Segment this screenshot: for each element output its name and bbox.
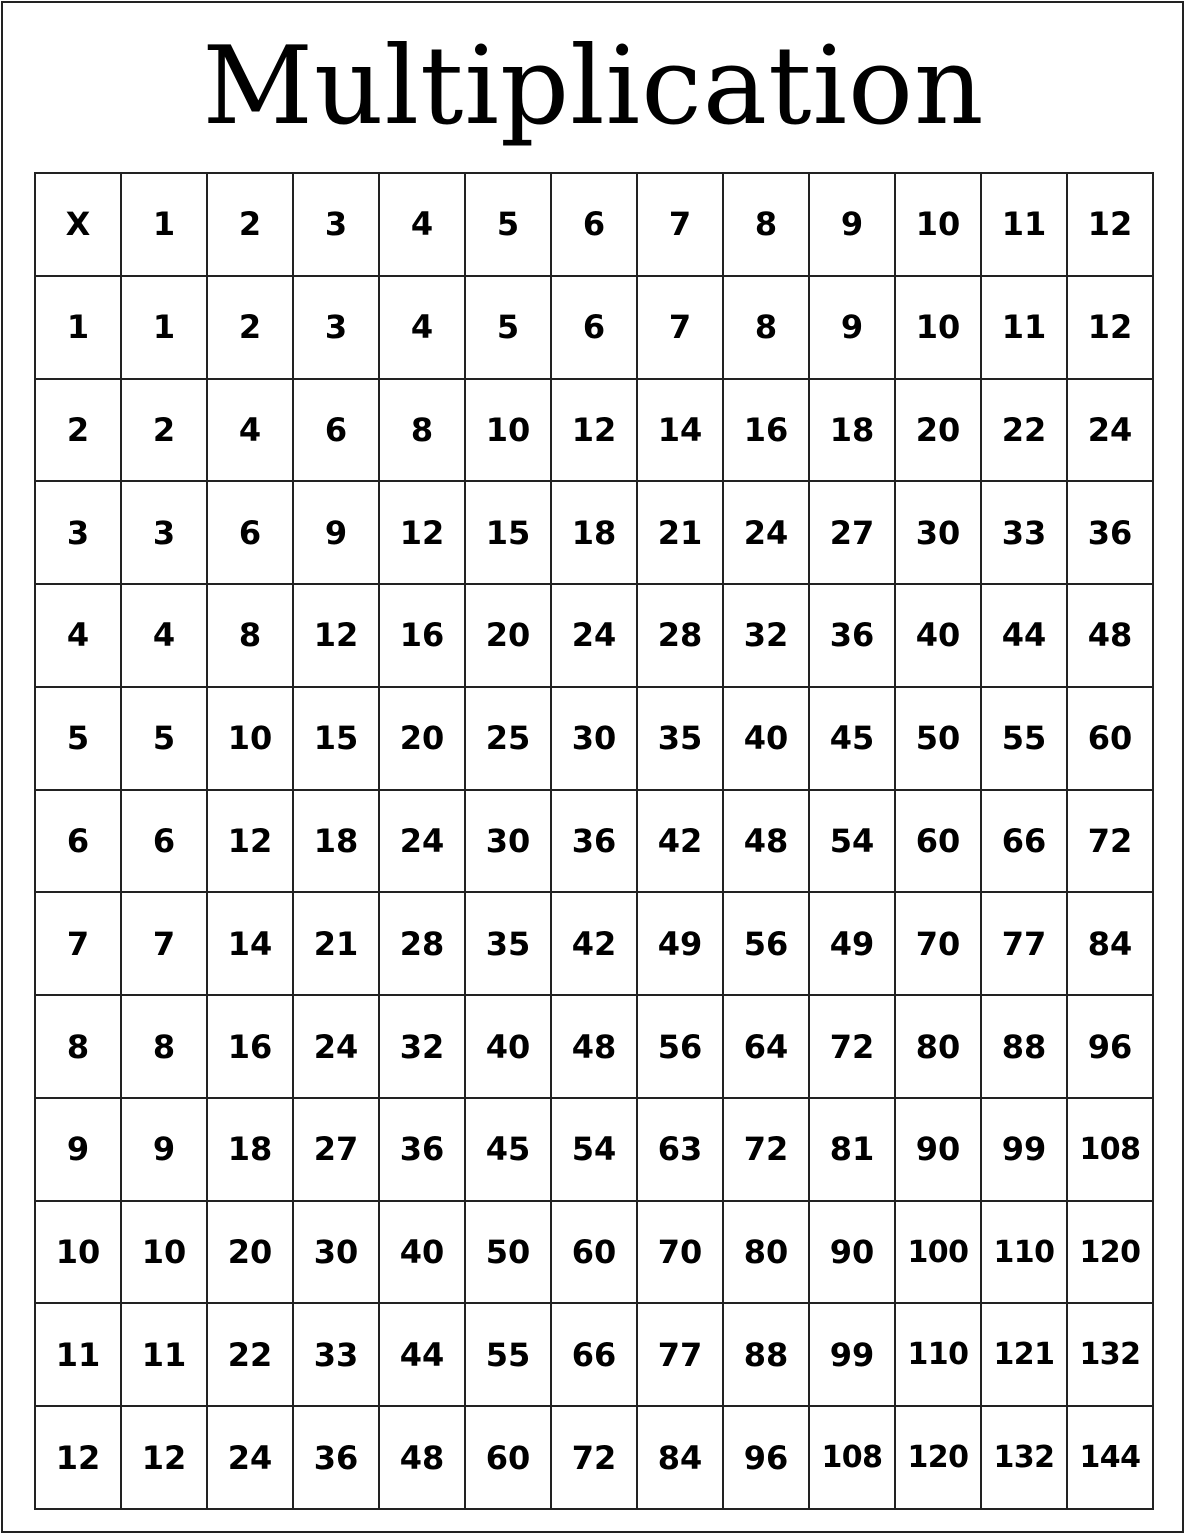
table-row	[35, 584, 1153, 687]
product-cell: 7	[637, 276, 723, 379]
product-cell: 32	[723, 584, 809, 687]
product-cell: 20	[379, 687, 465, 790]
product-cell: 48	[1067, 584, 1153, 687]
column-header-cell: 9	[809, 173, 895, 276]
product-cell: 24	[379, 790, 465, 893]
product-cell: 144	[1067, 1406, 1153, 1509]
product-cell: 132	[1067, 1303, 1153, 1406]
row-header-cell: 7	[35, 892, 121, 995]
product-cell: 110	[895, 1303, 981, 1406]
product-cell: 40	[465, 995, 551, 1098]
product-cell: 96	[1067, 995, 1153, 1098]
row-header-cell: 10	[35, 1201, 121, 1304]
corner-cell: X	[35, 173, 121, 276]
product-cell: 60	[465, 1406, 551, 1509]
row-header-cell: 4	[35, 584, 121, 687]
product-cell: 25	[465, 687, 551, 790]
product-cell: 21	[637, 481, 723, 584]
product-cell: 20	[207, 1201, 293, 1304]
product-cell: 70	[895, 892, 981, 995]
product-cell: 90	[895, 1098, 981, 1201]
product-cell: 28	[379, 892, 465, 995]
product-cell: 80	[723, 1201, 809, 1304]
column-header-cell: 1	[121, 173, 207, 276]
table-row	[35, 995, 1153, 1098]
product-cell: 63	[637, 1098, 723, 1201]
column-header-cell: 5	[465, 173, 551, 276]
product-cell: 77	[981, 892, 1067, 995]
column-header-cell: 4	[379, 173, 465, 276]
product-cell: 20	[465, 584, 551, 687]
product-cell: 49	[637, 892, 723, 995]
product-cell: 5	[121, 687, 207, 790]
product-cell: 72	[1067, 790, 1153, 893]
product-cell: 12	[293, 584, 379, 687]
product-cell: 72	[723, 1098, 809, 1201]
product-cell: 35	[465, 892, 551, 995]
product-cell: 30	[551, 687, 637, 790]
product-cell: 36	[379, 1098, 465, 1201]
table-row	[35, 1303, 1153, 1406]
product-cell: 108	[809, 1406, 895, 1509]
product-cell: 60	[551, 1201, 637, 1304]
product-cell: 30	[895, 481, 981, 584]
product-cell: 45	[809, 687, 895, 790]
product-cell: 14	[637, 379, 723, 482]
product-cell: 24	[293, 995, 379, 1098]
product-cell: 32	[379, 995, 465, 1098]
product-cell: 121	[981, 1303, 1067, 1406]
product-cell: 72	[551, 1406, 637, 1509]
product-cell: 16	[379, 584, 465, 687]
table-row	[35, 1098, 1153, 1201]
product-cell: 55	[981, 687, 1067, 790]
product-cell: 132	[981, 1406, 1067, 1509]
table-row	[35, 379, 1153, 482]
row-header-cell: 12	[35, 1406, 121, 1509]
page-title: Multiplication	[202, 24, 985, 149]
product-cell: 12	[121, 1406, 207, 1509]
product-cell: 22	[981, 379, 1067, 482]
product-cell: 40	[379, 1201, 465, 1304]
row-header-cell: 6	[35, 790, 121, 893]
product-cell: 28	[637, 584, 723, 687]
product-cell: 88	[723, 1303, 809, 1406]
product-cell: 5	[465, 276, 551, 379]
product-cell: 9	[809, 276, 895, 379]
product-cell: 45	[465, 1098, 551, 1201]
product-cell: 2	[121, 379, 207, 482]
table-row	[35, 276, 1153, 379]
product-cell: 8	[207, 584, 293, 687]
product-cell: 3	[293, 276, 379, 379]
product-cell: 80	[895, 995, 981, 1098]
product-cell: 84	[637, 1406, 723, 1509]
product-cell: 15	[465, 481, 551, 584]
product-cell: 56	[723, 892, 809, 995]
multiplication-table	[34, 172, 1154, 1510]
product-cell: 48	[551, 995, 637, 1098]
table-row	[35, 1406, 1153, 1509]
product-cell: 50	[895, 687, 981, 790]
product-cell: 1	[121, 276, 207, 379]
product-cell: 18	[207, 1098, 293, 1201]
product-cell: 10	[121, 1201, 207, 1304]
product-cell: 35	[637, 687, 723, 790]
product-cell: 24	[1067, 379, 1153, 482]
row-header-cell: 3	[35, 481, 121, 584]
product-cell: 56	[637, 995, 723, 1098]
column-header-cell: 12	[1067, 173, 1153, 276]
product-cell: 10	[465, 379, 551, 482]
product-cell: 108	[1067, 1098, 1153, 1201]
product-cell: 24	[207, 1406, 293, 1509]
table-row	[35, 790, 1153, 893]
product-cell: 16	[207, 995, 293, 1098]
row-header-cell: 5	[35, 687, 121, 790]
product-cell: 11	[121, 1303, 207, 1406]
product-cell: 9	[121, 1098, 207, 1201]
product-cell: 33	[293, 1303, 379, 1406]
product-cell: 77	[637, 1303, 723, 1406]
column-header-cell: 7	[637, 173, 723, 276]
product-cell: 110	[981, 1201, 1067, 1304]
product-cell: 99	[809, 1303, 895, 1406]
product-cell: 22	[207, 1303, 293, 1406]
product-cell: 11	[981, 276, 1067, 379]
product-cell: 42	[637, 790, 723, 893]
product-cell: 49	[809, 892, 895, 995]
product-cell: 12	[551, 379, 637, 482]
column-header-cell: 6	[551, 173, 637, 276]
product-cell: 120	[895, 1406, 981, 1509]
product-cell: 100	[895, 1201, 981, 1304]
column-header-cell: 8	[723, 173, 809, 276]
row-header-cell: 9	[35, 1098, 121, 1201]
product-cell: 44	[379, 1303, 465, 1406]
product-cell: 36	[809, 584, 895, 687]
product-cell: 7	[121, 892, 207, 995]
row-header-cell: 8	[35, 995, 121, 1098]
product-cell: 64	[723, 995, 809, 1098]
product-cell: 18	[293, 790, 379, 893]
product-cell: 6	[551, 276, 637, 379]
column-header-cell: 2	[207, 173, 293, 276]
product-cell: 4	[379, 276, 465, 379]
product-cell: 90	[809, 1201, 895, 1304]
product-cell: 81	[809, 1098, 895, 1201]
product-cell: 6	[293, 379, 379, 482]
product-cell: 33	[981, 481, 1067, 584]
product-cell: 8	[723, 276, 809, 379]
product-cell: 2	[207, 276, 293, 379]
product-cell: 54	[551, 1098, 637, 1201]
product-cell: 72	[809, 995, 895, 1098]
table-row	[35, 1201, 1153, 1304]
product-cell: 84	[1067, 892, 1153, 995]
column-header-cell: 11	[981, 173, 1067, 276]
product-cell: 20	[895, 379, 981, 482]
product-cell: 48	[723, 790, 809, 893]
product-cell: 50	[465, 1201, 551, 1304]
product-cell: 30	[465, 790, 551, 893]
product-cell: 6	[121, 790, 207, 893]
product-cell: 8	[379, 379, 465, 482]
product-cell: 10	[207, 687, 293, 790]
product-cell: 6	[207, 481, 293, 584]
product-cell: 27	[293, 1098, 379, 1201]
product-cell: 42	[551, 892, 637, 995]
product-cell: 70	[637, 1201, 723, 1304]
product-cell: 60	[1067, 687, 1153, 790]
product-cell: 16	[723, 379, 809, 482]
product-cell: 15	[293, 687, 379, 790]
column-header-cell: 10	[895, 173, 981, 276]
table-row	[35, 687, 1153, 790]
product-cell: 12	[1067, 276, 1153, 379]
product-cell: 60	[895, 790, 981, 893]
product-cell: 27	[809, 481, 895, 584]
product-cell: 66	[981, 790, 1067, 893]
table-row	[35, 892, 1153, 995]
product-cell: 40	[895, 584, 981, 687]
product-cell: 4	[207, 379, 293, 482]
product-cell: 4	[121, 584, 207, 687]
product-cell: 36	[551, 790, 637, 893]
product-cell: 88	[981, 995, 1067, 1098]
product-cell: 96	[723, 1406, 809, 1509]
product-cell: 8	[121, 995, 207, 1098]
product-cell: 99	[981, 1098, 1067, 1201]
product-cell: 24	[551, 584, 637, 687]
row-header-cell: 1	[35, 276, 121, 379]
product-cell: 48	[379, 1406, 465, 1509]
product-cell: 10	[895, 276, 981, 379]
product-cell: 40	[723, 687, 809, 790]
row-header-cell: 2	[35, 379, 121, 482]
product-cell: 55	[465, 1303, 551, 1406]
product-cell: 12	[379, 481, 465, 584]
product-cell: 30	[293, 1201, 379, 1304]
product-cell: 44	[981, 584, 1067, 687]
product-cell: 18	[809, 379, 895, 482]
product-cell: 36	[293, 1406, 379, 1509]
product-cell: 18	[551, 481, 637, 584]
table-row	[35, 481, 1153, 584]
product-cell: 3	[121, 481, 207, 584]
column-header-cell: 3	[293, 173, 379, 276]
product-cell: 12	[207, 790, 293, 893]
product-cell: 54	[809, 790, 895, 893]
product-cell: 66	[551, 1303, 637, 1406]
product-cell: 120	[1067, 1201, 1153, 1304]
product-cell: 9	[293, 481, 379, 584]
product-cell: 14	[207, 892, 293, 995]
product-cell: 36	[1067, 481, 1153, 584]
row-header-cell: 11	[35, 1303, 121, 1406]
header-row	[35, 173, 1153, 276]
product-cell: 21	[293, 892, 379, 995]
product-cell: 24	[723, 481, 809, 584]
